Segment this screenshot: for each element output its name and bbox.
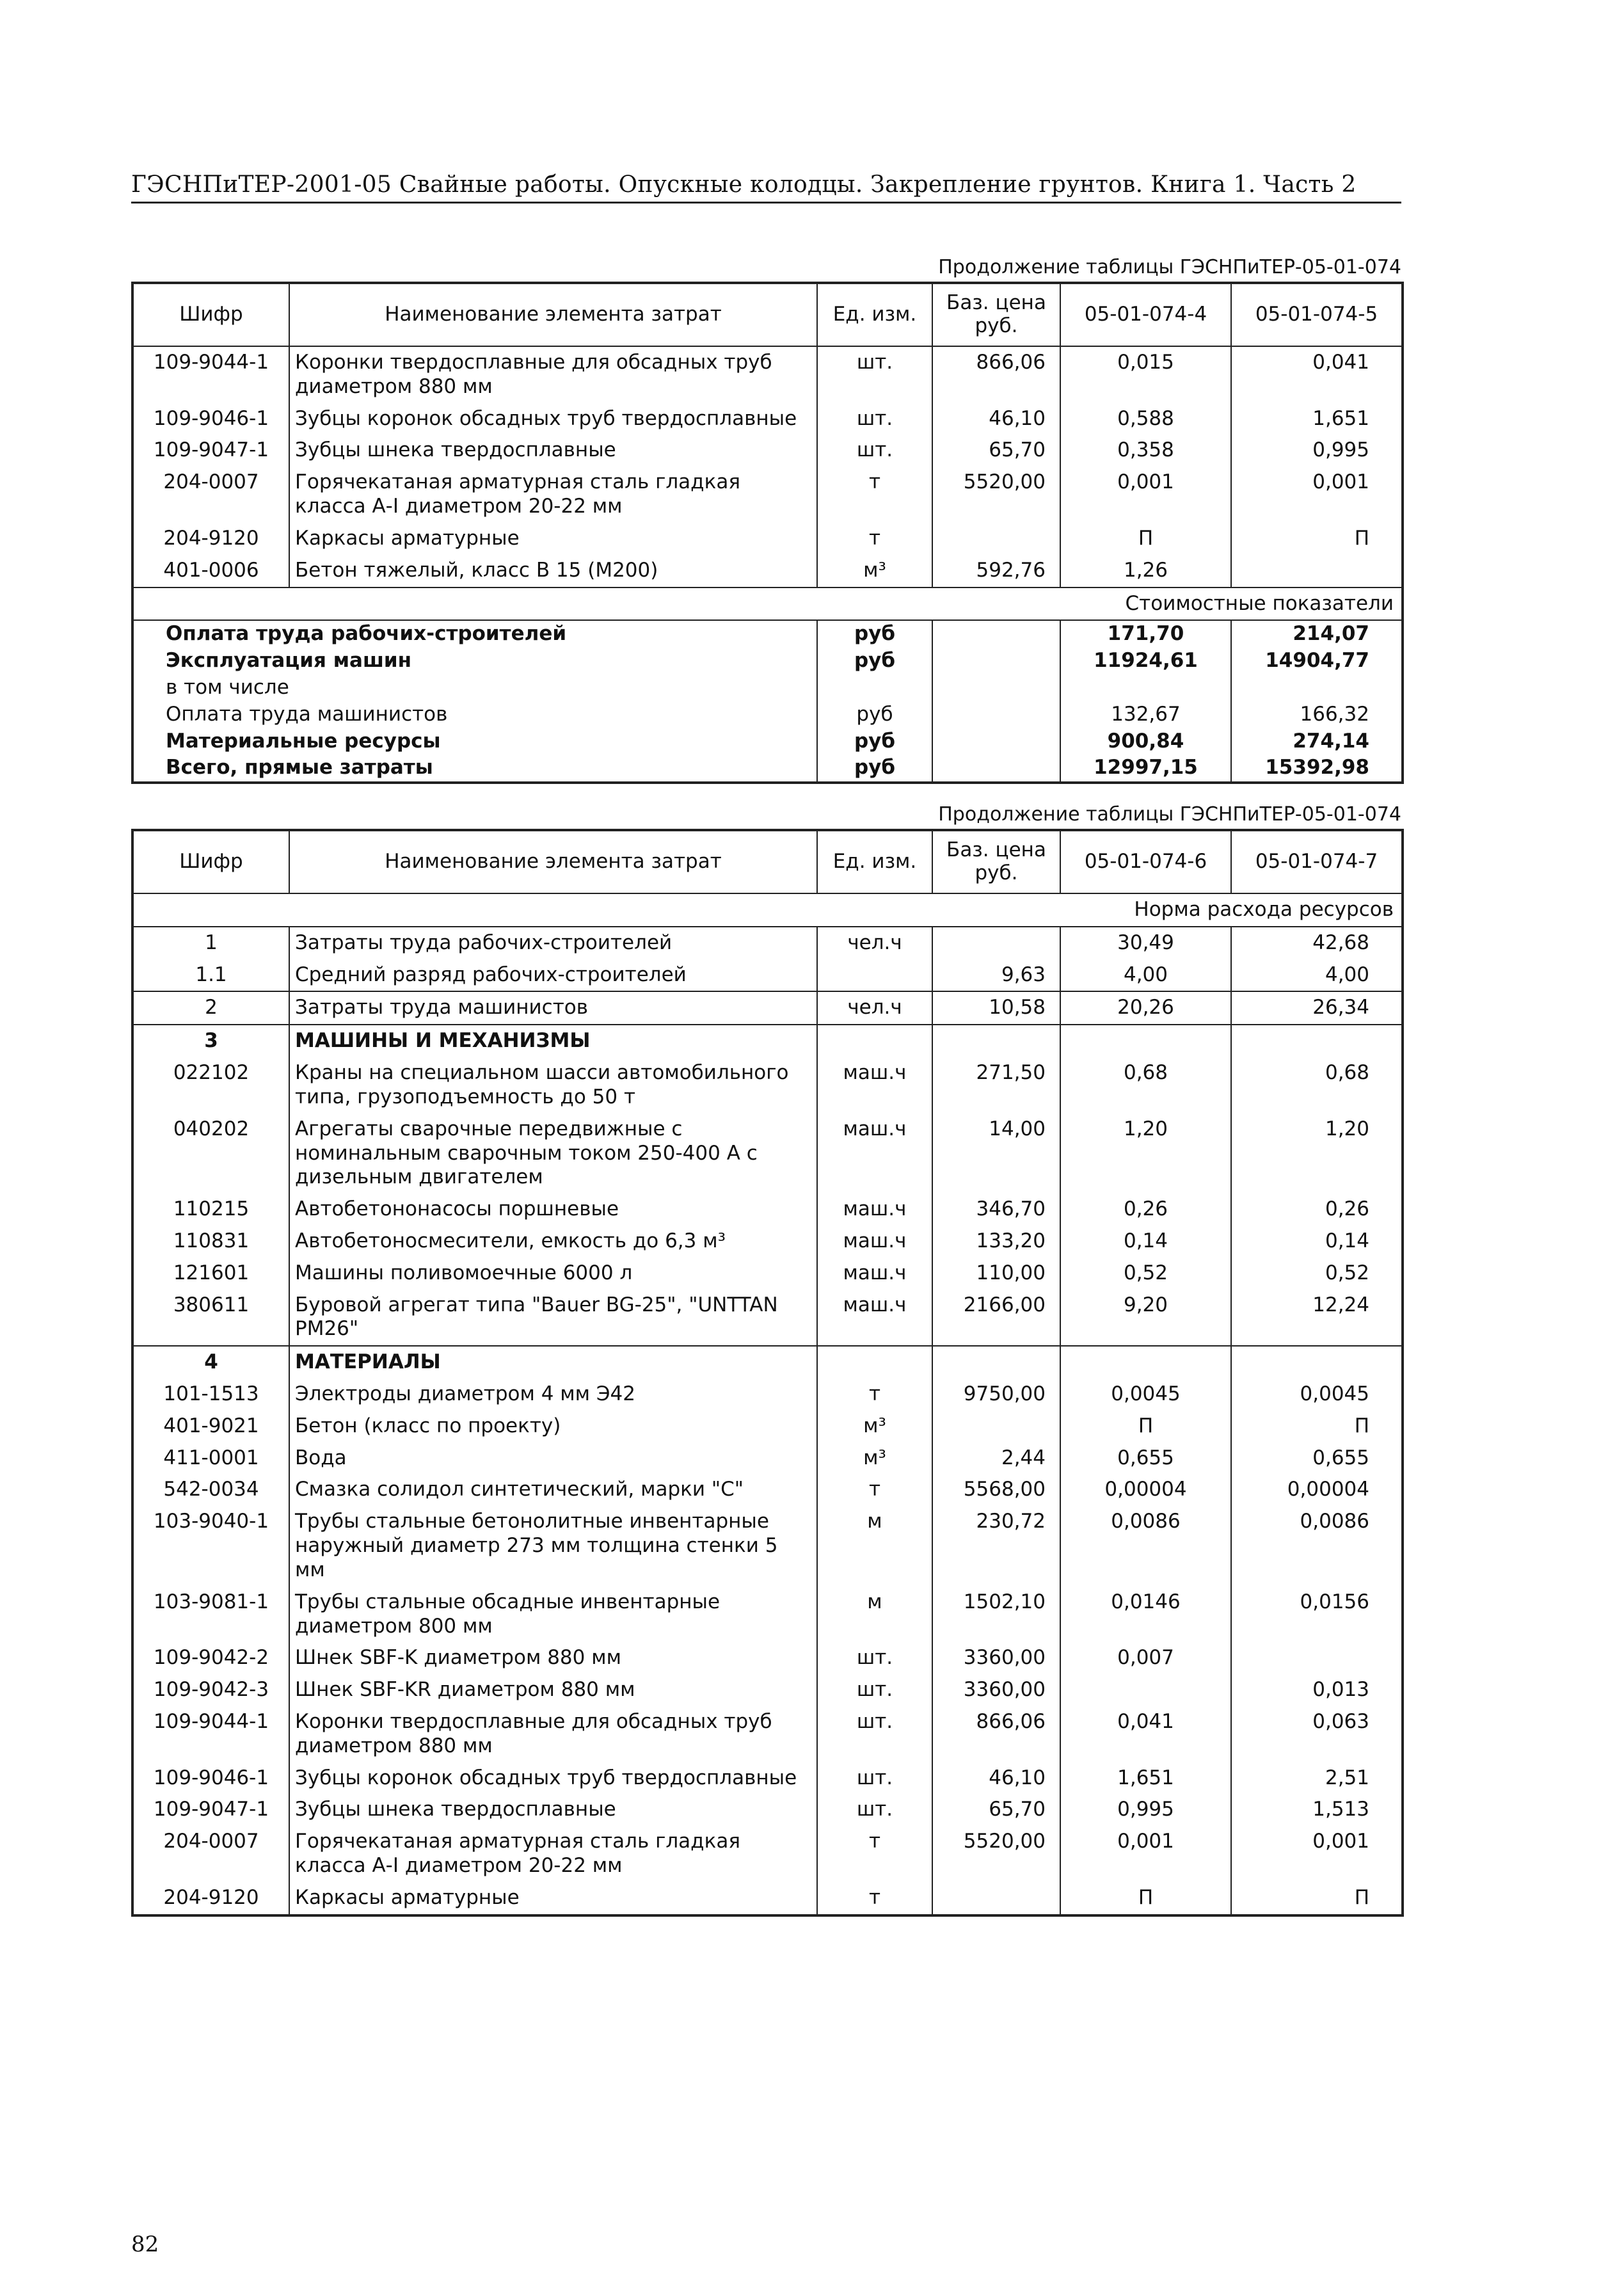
cell-name: Материальные ресурсы <box>132 728 817 755</box>
cell-name: Оплата труда рабочих-строителей <box>132 620 817 648</box>
cell-value-1: 0,001 <box>1060 1826 1231 1882</box>
cell-value-1: 0,041 <box>1060 1706 1231 1762</box>
cell-name: Каркасы арматурные <box>289 1882 817 1915</box>
cell-name: Смазка солидол синтетический, марки "С" <box>289 1474 817 1506</box>
cost-row <box>132 728 1403 755</box>
cell-name: Агрегаты сварочные передвижные с номинальным сварочным током 250-400 А с дизельным двигателем <box>289 1114 817 1194</box>
cell-code: 204-9120 <box>132 1882 289 1915</box>
table-row <box>132 1642 1403 1674</box>
table-row <box>132 1114 1403 1194</box>
column-header-unit: Ед. изм. <box>817 830 932 893</box>
cell-code: 204-0007 <box>132 467 289 523</box>
cell-code: 103-9081-1 <box>132 1587 289 1643</box>
cell-value-2: 0,041 <box>1231 346 1403 403</box>
cell-name: Машины поливомоечные 6000 л <box>289 1258 817 1290</box>
cell-unit: маш.ч <box>817 1114 932 1194</box>
section-row <box>132 587 1403 621</box>
cell-value-2: 0,0156 <box>1231 1587 1403 1643</box>
resource-table-2 <box>131 829 1404 1917</box>
cell-price: 592,76 <box>932 555 1060 587</box>
cell-unit: т <box>817 1882 932 1915</box>
table-row <box>132 927 1403 959</box>
section-row <box>132 893 1403 927</box>
cell-price: 1502,10 <box>932 1587 1060 1643</box>
cell-code: 109-9047-1 <box>132 1794 289 1826</box>
cell-value-2: 0,063 <box>1231 1706 1403 1762</box>
cell-name: Зубцы коронок обсадных труб твердосплавные <box>289 1762 817 1794</box>
cell-value-2: П <box>1231 523 1403 555</box>
column-header-norm-7: 05-01-074-7 <box>1231 830 1403 893</box>
cell-code: 109-9044-1 <box>132 346 289 403</box>
cell-code: 109-9042-2 <box>132 1642 289 1674</box>
cell-unit: маш.ч <box>817 1258 932 1290</box>
cell-value-2: 0,0086 <box>1231 1506 1403 1586</box>
cell-price <box>932 648 1060 675</box>
cell-value-1: 0,0045 <box>1060 1379 1231 1411</box>
cell-name: Шнек SBF-K диаметром 880 мм <box>289 1642 817 1674</box>
cell-price: 46,10 <box>932 1762 1060 1794</box>
cell-value-1: 4,00 <box>1060 959 1231 992</box>
cell-value-1: 1,651 <box>1060 1762 1231 1794</box>
cell-unit: шт. <box>817 403 932 435</box>
cell-value-2: 26,34 <box>1231 991 1403 1025</box>
cell-name: Горячекатаная арматурная сталь гладкая класса А-I диаметром 20-22 мм <box>289 1826 817 1882</box>
cell-unit: руб <box>817 701 932 728</box>
page-number: 82 <box>131 2232 159 2257</box>
cell-unit: м³ <box>817 555 932 587</box>
table-row <box>132 1443 1403 1475</box>
cell-value-1: 12997,15 <box>1060 755 1231 783</box>
table-row <box>132 1411 1403 1443</box>
cell-price: 5568,00 <box>932 1474 1060 1506</box>
cell-unit: м³ <box>817 1411 932 1443</box>
cell-code: 121601 <box>132 1258 289 1290</box>
table-row <box>132 1379 1403 1411</box>
cell-value-2: 0,013 <box>1231 1674 1403 1706</box>
cell-value-1: 1,20 <box>1060 1114 1231 1194</box>
cell-name: Коронки твердосплавные для обсадных труб диаметром 880 мм <box>289 1706 817 1762</box>
cell-value-2 <box>1231 1642 1403 1674</box>
table-row <box>132 959 1403 992</box>
cell-price: 866,06 <box>932 1706 1060 1762</box>
cell-code: 2 <box>132 991 289 1025</box>
cell-code: 103-9040-1 <box>132 1506 289 1586</box>
table-row <box>132 1506 1403 1586</box>
cell-value-2: 42,68 <box>1231 927 1403 959</box>
cell-value-2: 0,52 <box>1231 1258 1403 1290</box>
cell-code: 380611 <box>132 1290 289 1347</box>
cell-value-1: П <box>1060 1411 1231 1443</box>
cell-code: 4 <box>132 1346 289 1379</box>
cell-unit: чел.ч <box>817 927 932 959</box>
page-header: ГЭСНПиТЕР-2001-05 Свайные работы. Опускные колодцы. Закрепление грунтов. Книга 1. Часть 2 <box>131 172 1401 204</box>
table-row <box>132 1290 1403 1347</box>
cell-code: 3 <box>132 1025 289 1057</box>
cell-value-1: 900,84 <box>1060 728 1231 755</box>
cell-unit: маш.ч <box>817 1194 932 1226</box>
cell-code: 109-9047-1 <box>132 435 289 467</box>
table-row <box>132 1474 1403 1506</box>
cell-value-2: 1,651 <box>1231 403 1403 435</box>
cell-name: Затраты труда рабочих-строителей <box>289 927 817 959</box>
cell-value-2 <box>1231 1025 1403 1057</box>
cell-value-2: 14904,77 <box>1231 648 1403 675</box>
cell-unit: м <box>817 1506 932 1586</box>
column-header-price: Баз. цена руб. <box>932 283 1060 346</box>
cell-unit: руб <box>817 755 932 783</box>
cost-row <box>132 620 1403 648</box>
resource-table-1 <box>131 282 1404 784</box>
cell-unit: шт. <box>817 1706 932 1762</box>
cell-name: Зубцы шнека твердосплавные <box>289 435 817 467</box>
cell-name: Трубы стальные обсадные инвентарные диаметром 800 мм <box>289 1587 817 1643</box>
cell-unit <box>817 1346 932 1379</box>
section-label: Стоимостные показатели <box>132 587 1403 621</box>
cell-unit: м³ <box>817 1443 932 1475</box>
cell-value-2: 0,14 <box>1231 1226 1403 1258</box>
cell-price: 110,00 <box>932 1258 1060 1290</box>
group-heading-row <box>132 1025 1403 1057</box>
cell-value-2: 4,00 <box>1231 959 1403 992</box>
cell-unit: т <box>817 1379 932 1411</box>
column-header-name: Наименование элемента затрат <box>289 830 817 893</box>
cost-row <box>132 648 1403 675</box>
cell-value-2: 1,20 <box>1231 1114 1403 1194</box>
cell-value-1: 9,20 <box>1060 1290 1231 1347</box>
cell-name: Зубцы коронок обсадных труб твердосплавные <box>289 403 817 435</box>
table-row <box>132 1587 1403 1643</box>
cell-price: 2,44 <box>932 1443 1060 1475</box>
table1-caption: Продолжение таблицы ГЭСНПиТЕР-05-01-074 <box>938 256 1401 278</box>
table-row <box>132 1882 1403 1915</box>
cell-value-1 <box>1060 1346 1231 1379</box>
cell-price <box>932 1346 1060 1379</box>
cell-value-1: 0,0086 <box>1060 1506 1231 1586</box>
cell-price <box>932 620 1060 648</box>
cell-value-1: 132,67 <box>1060 701 1231 728</box>
cell-price <box>932 755 1060 783</box>
cell-value-2: 12,24 <box>1231 1290 1403 1347</box>
cell-code: 204-0007 <box>132 1826 289 1882</box>
cell-name: Каркасы арматурные <box>289 523 817 555</box>
cell-price: 14,00 <box>932 1114 1060 1194</box>
cell-unit: т <box>817 1826 932 1882</box>
cell-value-1: 0,26 <box>1060 1194 1231 1226</box>
cell-value-2: 0,0045 <box>1231 1379 1403 1411</box>
cell-name: Бетон (класс по проекту) <box>289 1411 817 1443</box>
cell-unit: т <box>817 1474 932 1506</box>
cell-name: Вода <box>289 1443 817 1475</box>
cell-unit: т <box>817 523 932 555</box>
cell-code: 110831 <box>132 1226 289 1258</box>
cost-row <box>132 701 1403 728</box>
column-header-name: Наименование элемента затрат <box>289 283 817 346</box>
cell-name: Коронки твердосплавные для обсадных труб диаметром 880 мм <box>289 346 817 403</box>
cost-row <box>132 755 1403 783</box>
cell-value-1: 0,52 <box>1060 1258 1231 1290</box>
table-row <box>132 555 1403 587</box>
cell-price <box>932 927 1060 959</box>
cell-value-2 <box>1231 1346 1403 1379</box>
cell-name: Электроды диаметром 4 мм Э42 <box>289 1379 817 1411</box>
cell-value-1 <box>1060 1674 1231 1706</box>
cell-name: Бетон тяжелый, класс В 15 (М200) <box>289 555 817 587</box>
cell-code: 401-9021 <box>132 1411 289 1443</box>
cell-price <box>932 728 1060 755</box>
cell-name: Шнек SBF-KR диаметром 880 мм <box>289 1674 817 1706</box>
cell-code: 1 <box>132 927 289 959</box>
cell-unit: руб <box>817 728 932 755</box>
cell-price: 5520,00 <box>932 467 1060 523</box>
cell-code: 101-1513 <box>132 1379 289 1411</box>
cell-name: Всего, прямые затраты <box>132 755 817 783</box>
table-row <box>132 1706 1403 1762</box>
cell-unit: м <box>817 1587 932 1643</box>
table-row <box>132 346 1403 403</box>
cell-price: 866,06 <box>932 346 1060 403</box>
table-row <box>132 1762 1403 1794</box>
cell-price: 271,50 <box>932 1057 1060 1114</box>
cell-name: Оплата труда машинистов <box>132 701 817 728</box>
cell-unit: шт. <box>817 1794 932 1826</box>
cell-name: в том числе <box>132 675 817 701</box>
cell-value-1: 0,358 <box>1060 435 1231 467</box>
column-header-norm-4: 05-01-074-4 <box>1060 283 1231 346</box>
cell-name: МАШИНЫ И МЕХАНИЗМЫ <box>289 1025 817 1057</box>
cell-value-1: 0,0146 <box>1060 1587 1231 1643</box>
table-row <box>132 1057 1403 1114</box>
cell-value-2: 166,32 <box>1231 701 1403 728</box>
table-row <box>132 1226 1403 1258</box>
cell-price <box>932 523 1060 555</box>
cell-price <box>932 1025 1060 1057</box>
cell-name: Эксплуатация машин <box>132 648 817 675</box>
cell-price: 46,10 <box>932 403 1060 435</box>
cell-code: 110215 <box>132 1194 289 1226</box>
cost-row <box>132 675 1403 701</box>
cell-unit: шт. <box>817 1674 932 1706</box>
cell-value-1: 1,26 <box>1060 555 1231 587</box>
table-row <box>132 403 1403 435</box>
cell-code: 109-9046-1 <box>132 403 289 435</box>
cell-code: 109-9042-3 <box>132 1674 289 1706</box>
table-header-row <box>132 283 1403 346</box>
cell-unit: шт. <box>817 346 932 403</box>
cell-unit <box>817 675 932 701</box>
cell-value-1: 0,00004 <box>1060 1474 1231 1506</box>
cell-value-2: 0,001 <box>1231 1826 1403 1882</box>
cell-name: Затраты труда машинистов <box>289 991 817 1025</box>
cell-code: 022102 <box>132 1057 289 1114</box>
cell-code: 204-9120 <box>132 523 289 555</box>
table-row <box>132 1194 1403 1226</box>
cell-price: 5520,00 <box>932 1826 1060 1882</box>
table-row <box>132 467 1403 523</box>
cell-code: 411-0001 <box>132 1443 289 1475</box>
cell-unit <box>817 1025 932 1057</box>
cell-value-2: П <box>1231 1882 1403 1915</box>
column-header-code: Шифр <box>132 283 289 346</box>
cell-code: 401-0006 <box>132 555 289 587</box>
cell-unit: т <box>817 467 932 523</box>
cell-value-2: 0,995 <box>1231 435 1403 467</box>
cell-unit: маш.ч <box>817 1057 932 1114</box>
cell-price: 9750,00 <box>932 1379 1060 1411</box>
cell-price: 65,70 <box>932 435 1060 467</box>
column-header-unit: Ед. изм. <box>817 283 932 346</box>
cell-name: МАТЕРИАЛЫ <box>289 1346 817 1379</box>
cell-value-1: 171,70 <box>1060 620 1231 648</box>
cell-value-2: П <box>1231 1411 1403 1443</box>
cell-value-1: 0,015 <box>1060 346 1231 403</box>
cell-price: 2166,00 <box>932 1290 1060 1347</box>
column-header-price: Баз. цена руб. <box>932 830 1060 893</box>
section-label: Норма расхода ресурсов <box>132 893 1403 927</box>
cell-price <box>932 1882 1060 1915</box>
column-header-norm-6: 05-01-074-6 <box>1060 830 1231 893</box>
table-row <box>132 1794 1403 1826</box>
cell-name: Зубцы шнека твердосплавные <box>289 1794 817 1826</box>
cell-price <box>932 1411 1060 1443</box>
cell-value-1: 30,49 <box>1060 927 1231 959</box>
cell-unit: маш.ч <box>817 1290 932 1347</box>
cell-value-1 <box>1060 675 1231 701</box>
cell-value-2: 274,14 <box>1231 728 1403 755</box>
table-row <box>132 523 1403 555</box>
cell-name: Горячекатаная арматурная сталь гладкая класса А-I диаметром 20-22 мм <box>289 467 817 523</box>
cell-value-2: 1,513 <box>1231 1794 1403 1826</box>
cell-value-1: 0,68 <box>1060 1057 1231 1114</box>
cell-price: 133,20 <box>932 1226 1060 1258</box>
cell-value-2 <box>1231 675 1403 701</box>
cell-value-2: 0,26 <box>1231 1194 1403 1226</box>
cell-value-2: 15392,98 <box>1231 755 1403 783</box>
cell-value-1: 0,007 <box>1060 1642 1231 1674</box>
cell-price: 230,72 <box>932 1506 1060 1586</box>
cell-price: 9,63 <box>932 959 1060 992</box>
cell-value-2: 214,07 <box>1231 620 1403 648</box>
cell-value-1: 20,26 <box>1060 991 1231 1025</box>
cell-name: Автобетоносмесители, емкость до 6,3 м³ <box>289 1226 817 1258</box>
cell-name: Буровой агрегат типа "Bauer BG-25", "UNTTAN PM26" <box>289 1290 817 1347</box>
cell-value-1: П <box>1060 523 1231 555</box>
cell-value-1: 0,655 <box>1060 1443 1231 1475</box>
cell-price <box>932 675 1060 701</box>
cell-code: 109-9044-1 <box>132 1706 289 1762</box>
cell-value-1: 0,995 <box>1060 1794 1231 1826</box>
cell-code: 1.1 <box>132 959 289 992</box>
cell-unit: маш.ч <box>817 1226 932 1258</box>
cell-value-2: 2,51 <box>1231 1762 1403 1794</box>
table-row <box>132 435 1403 467</box>
cell-value-1: 11924,61 <box>1060 648 1231 675</box>
cell-unit <box>817 959 932 992</box>
cell-value-2: 0,00004 <box>1231 1474 1403 1506</box>
cell-unit: руб <box>817 620 932 648</box>
cell-unit: шт. <box>817 435 932 467</box>
cell-unit: чел.ч <box>817 991 932 1025</box>
cell-name: Средний разряд рабочих-строителей <box>289 959 817 992</box>
cell-unit: шт. <box>817 1642 932 1674</box>
cell-name: Краны на специальном шасси автомобильного типа, грузоподъемность до 50 т <box>289 1057 817 1114</box>
table-row <box>132 1826 1403 1882</box>
cell-price: 65,70 <box>932 1794 1060 1826</box>
cell-value-2: 0,001 <box>1231 467 1403 523</box>
cell-code: 040202 <box>132 1114 289 1194</box>
cell-value-2 <box>1231 555 1403 587</box>
cell-value-1 <box>1060 1025 1231 1057</box>
cell-name: Трубы стальные бетонолитные инвентарные наружный диаметр 273 мм толщина стенки 5 мм <box>289 1506 817 1586</box>
column-header-code: Шифр <box>132 830 289 893</box>
table-header-row <box>132 830 1403 893</box>
cell-price: 3360,00 <box>932 1642 1060 1674</box>
table-row <box>132 991 1403 1025</box>
cell-value-2: 0,655 <box>1231 1443 1403 1475</box>
cell-name: Автобетононасосы поршневые <box>289 1194 817 1226</box>
table-row <box>132 1674 1403 1706</box>
table-row <box>132 1258 1403 1290</box>
cell-unit: руб <box>817 648 932 675</box>
cell-value-1: 0,14 <box>1060 1226 1231 1258</box>
cell-value-1: П <box>1060 1882 1231 1915</box>
group-heading-row <box>132 1346 1403 1379</box>
cell-unit: шт. <box>817 1762 932 1794</box>
cell-price <box>932 701 1060 728</box>
cell-price: 10,58 <box>932 991 1060 1025</box>
cell-value-1: 0,588 <box>1060 403 1231 435</box>
cell-code: 109-9046-1 <box>132 1762 289 1794</box>
cell-code: 542-0034 <box>132 1474 289 1506</box>
cell-price: 3360,00 <box>932 1674 1060 1706</box>
cell-value-1: 0,001 <box>1060 467 1231 523</box>
cell-value-2: 0,68 <box>1231 1057 1403 1114</box>
cell-price: 346,70 <box>932 1194 1060 1226</box>
column-header-norm-5: 05-01-074-5 <box>1231 283 1403 346</box>
table2-caption: Продолжение таблицы ГЭСНПиТЕР-05-01-074 <box>938 803 1401 826</box>
